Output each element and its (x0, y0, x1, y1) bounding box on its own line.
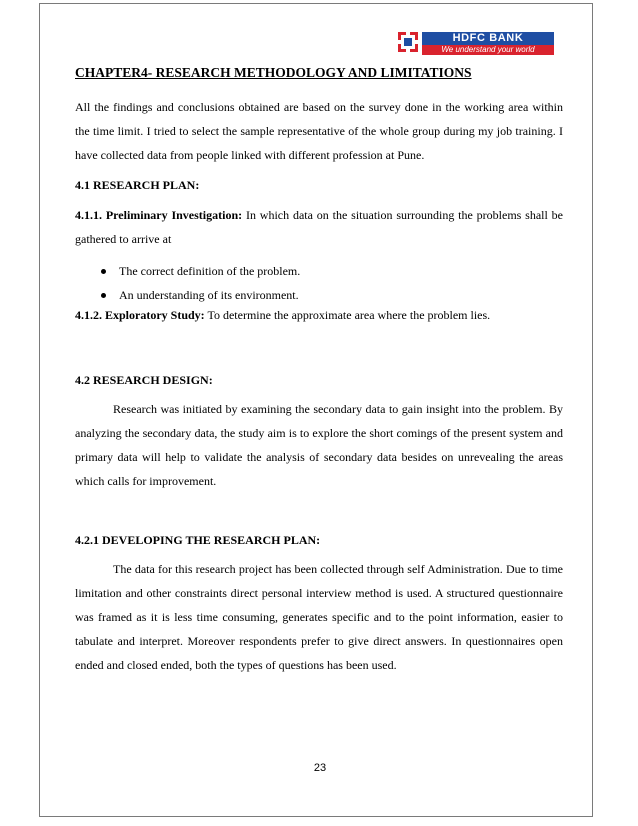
bullet-text: An understanding of its environment. (119, 288, 299, 302)
bank-tagline: We understand your world (422, 45, 554, 55)
chapter-title: CHAPTER4- RESEARCH METHODOLOGY AND LIMITATIONS (75, 65, 472, 80)
exploratory-study-text: To determine the approximate area where the problem lies. (204, 308, 491, 322)
research-plan-paragraph: The data for this research project has been collected through self Administration. Due to time limitation and other constraints direct personal interview method is used. A structured questionnaire was framed as it is less time consuming, generates specific and to the point information, easier to tabulate and interpret. Moreover respondents prefer to give direct answers. In questionnaires open ended and closed ended, both the types of questions has been used. (75, 562, 563, 672)
research-design-paragraph: Research was initiated by examining the secondary data to gain insight into the problem. By analyzing the secondary data, the study aim is to explore the short comings of the present system and primary data will help to validate the analysis of secondary data besides on unrevealing the areas which calls for improvement. (75, 402, 563, 488)
bullet-icon (101, 269, 106, 274)
hdfc-logo-mark-icon (398, 32, 418, 52)
section-4-2-heading: 4.2 RESEARCH DESIGN: (75, 373, 213, 387)
exploratory-study-paragraph (75, 303, 563, 327)
preliminary-bullet-list (75, 259, 563, 307)
section-4-2-1-heading: 4.2.1 DEVELOPING THE RESEARCH PLAN: (75, 533, 321, 547)
bullet-text: The correct definition of the problem. (119, 264, 301, 278)
preliminary-investigation-label: 4.1.1. Preliminary Investigation: (75, 208, 243, 222)
preliminary-investigation-paragraph (75, 203, 563, 251)
list-item (75, 259, 563, 283)
exploratory-study-label: 4.1.2. Exploratory Study: (75, 308, 205, 322)
bullet-icon (101, 293, 106, 298)
page-number: 23 (313, 762, 327, 774)
hdfc-bank-logo (398, 31, 556, 55)
intro-paragraph: All the findings and conclusions obtained are based on the survey done in the working area within the time limit. I tried to select the sample representative of the whole group during my job training. I have collected data from people linked with different profession at Pune. (75, 100, 563, 162)
section-4-1-heading: 4.1 RESEARCH PLAN: (75, 178, 200, 192)
preliminary-investigation-text: In which data on the situation surrounding the problems shall be gathered to arrive at (75, 208, 564, 246)
bank-name: HDFC BANK (422, 32, 554, 45)
